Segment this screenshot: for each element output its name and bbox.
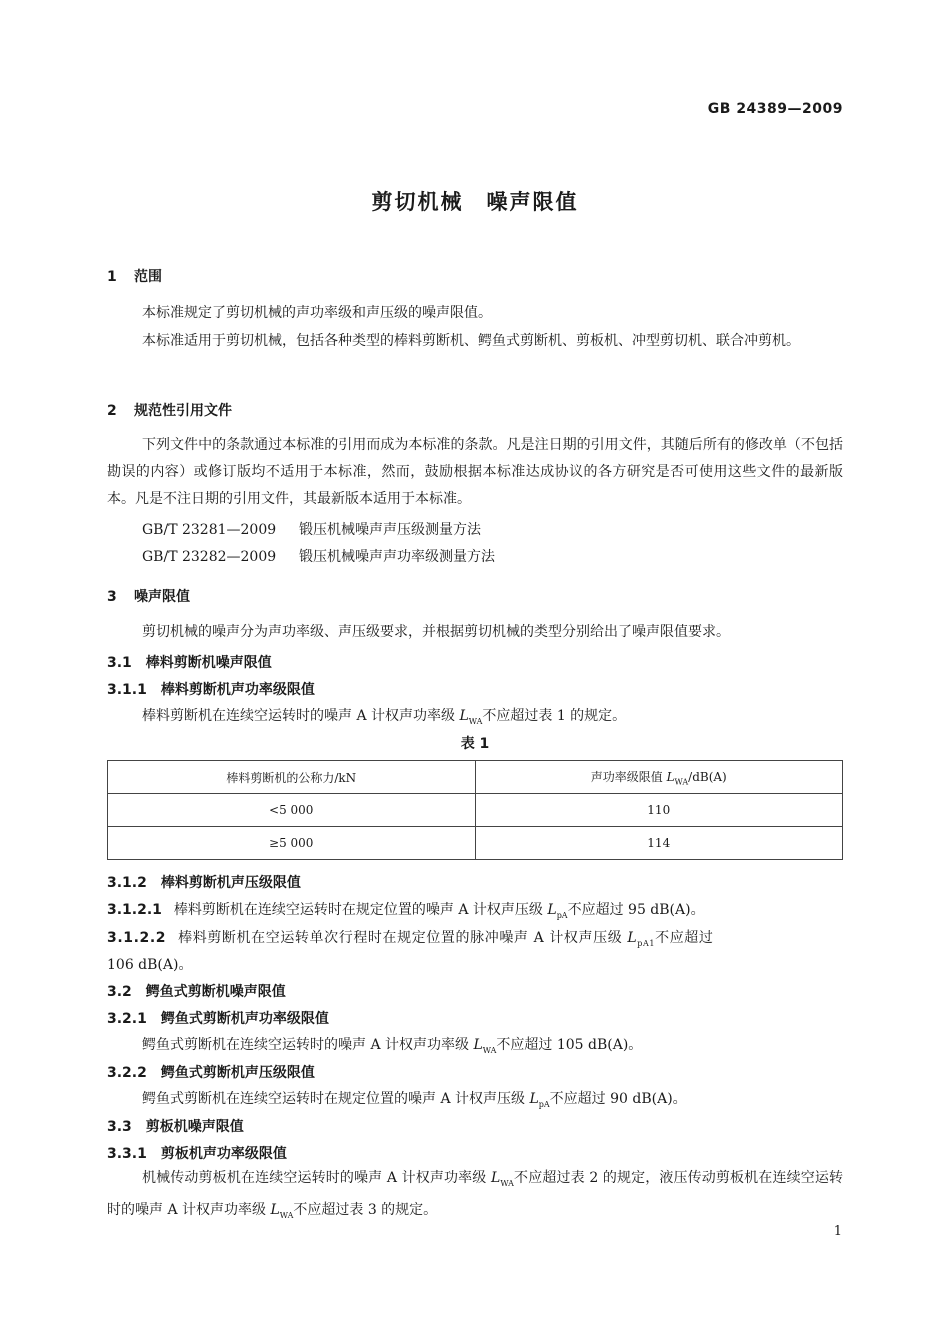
table-row — [108, 794, 843, 827]
paragraph: 鳄鱼式剪断机在连续空运转时在规定位置的噪声 A 计权声压级 $L_{pA}$不应超过 90 dB(A)。 — [142, 1091, 687, 1109]
subsection-heading: 3.3 剪板机噪声限值 — [107, 1119, 244, 1135]
reference-item — [142, 546, 495, 566]
symbol: L — [459, 708, 469, 724]
page-number: 1 — [833, 1224, 842, 1239]
paragraph: 本标准规定了剪切机械的声功率级和声压级的噪声限值。 — [142, 305, 492, 321]
reference-name: 锻压机械噪声声功率级测量方法 — [299, 549, 495, 565]
reference-name: 锻压机械噪声声压级测量方法 — [299, 522, 481, 538]
subsection-heading: 3.2 鳄鱼式剪断机噪声限值 — [107, 984, 286, 1000]
paragraph: 鳄鱼式剪断机在连续空运转时的噪声 A 计权声功率级 $L_{WA}$不应超过 105 dB(A)。 — [142, 1037, 643, 1055]
paragraph: 剪切机械的噪声分为声功率级、声压级要求，并根据剪切机械的类型分别给出了噪声限值要求。 — [142, 624, 730, 640]
table-cell: <5 000 — [108, 794, 476, 827]
subscript: WA — [468, 716, 483, 726]
reference-code: GB/T 23281—2009 — [142, 522, 277, 538]
subsection-heading: 3.2.2 鳄鱼式剪断机声压级限值 — [107, 1065, 315, 1081]
subsection-heading: 3.1 棒料剪断机噪声限值 — [107, 655, 272, 671]
section-title: 噪声限值 — [134, 589, 190, 605]
paragraph — [142, 705, 626, 726]
table-cell: ≥5 000 — [108, 827, 476, 860]
subsection-heading: 3.3.1 剪板机声功率级限值 — [107, 1146, 287, 1162]
section-1-heading — [107, 266, 162, 286]
reference-item — [142, 519, 481, 539]
table-header-row — [108, 761, 843, 794]
clause: 3.1.2.2 棒料剪断机在空运转单次行程时在规定位置的脉冲噪声 A 计权声压级 $L_{pA1}$不应超过 — [107, 930, 714, 948]
clause-number: 3.1.2.2 — [107, 930, 167, 946]
standard-number: GB 24389—2009 — [707, 101, 843, 117]
section-title: 规范性引用文件 — [134, 403, 232, 419]
subsection-heading: 3.1.2 棒料剪断机声压级限值 — [107, 875, 301, 891]
table-row — [108, 827, 843, 860]
noise-limit-table — [107, 760, 843, 860]
document-title: 剪切机械 噪声限值 — [371, 190, 579, 214]
section-2-heading — [107, 400, 232, 420]
reference-code: GB/T 23282—2009 — [142, 549, 277, 565]
section-title: 范围 — [134, 269, 162, 285]
paragraph: 机械传动剪板机在连续空运转时的噪声 A 计权声功率级 $L_{WA}$不应超过表 2 的规定，液压传动剪板机在连续空运转时的噪声 A 计权声功率级 $L_{WA}$不应超过表 3 的规定。 — [107, 1170, 843, 1220]
subsection-heading: 3.2.1 鳄鱼式剪断机声功率级限值 — [107, 1011, 329, 1027]
text: 不应超过表 1 的规定。 — [482, 708, 627, 724]
table-header-cell: 声功率级限值 $L_{WA}/dB(A)$ — [475, 761, 843, 794]
clause: 3.1.2.1 棒料剪断机在连续空运转时在规定位置的噪声 A 计权声压级 $L_{pA}$不应超过 95 dB(A)。 — [107, 902, 705, 920]
table-caption: 表 1 — [460, 736, 490, 752]
section-number: 2 — [107, 403, 117, 419]
table-header-cell: 棒料剪断机的公称力/kN — [108, 761, 476, 794]
table-cell: 114 — [475, 827, 843, 860]
section-number: 3 — [107, 589, 117, 605]
table-cell: 110 — [475, 794, 843, 827]
text: 棒料剪断机在连续空运转时的噪声 A 计权声功率级 — [142, 708, 460, 724]
section-number: 1 — [107, 269, 117, 285]
section-3-heading — [107, 586, 190, 606]
clause-continuation: 106 dB(A)。 — [107, 957, 193, 973]
subsection-heading: 3.1.1 棒料剪断机声功率级限值 — [107, 682, 315, 698]
paragraph: 下列文件中的条款通过本标准的引用而成为本标准的条款。凡是注日期的引用文件，其随后所有的修改单（不包括勘误的内容）或修订版均不适用于本标准，然而，鼓励根据本标准达成协议的各方研究是否可使用这些文件的最新版本。凡是不注日期的引用文件，其最新版本适用于本标准。 — [107, 437, 843, 507]
clause-number: 3.1.2.1 — [107, 902, 162, 918]
paragraph: 本标准适用于剪切机械，包括各种类型的棒料剪断机、鳄鱼式剪断机、剪板机、冲型剪切机、联合冲剪机。 — [142, 333, 800, 349]
